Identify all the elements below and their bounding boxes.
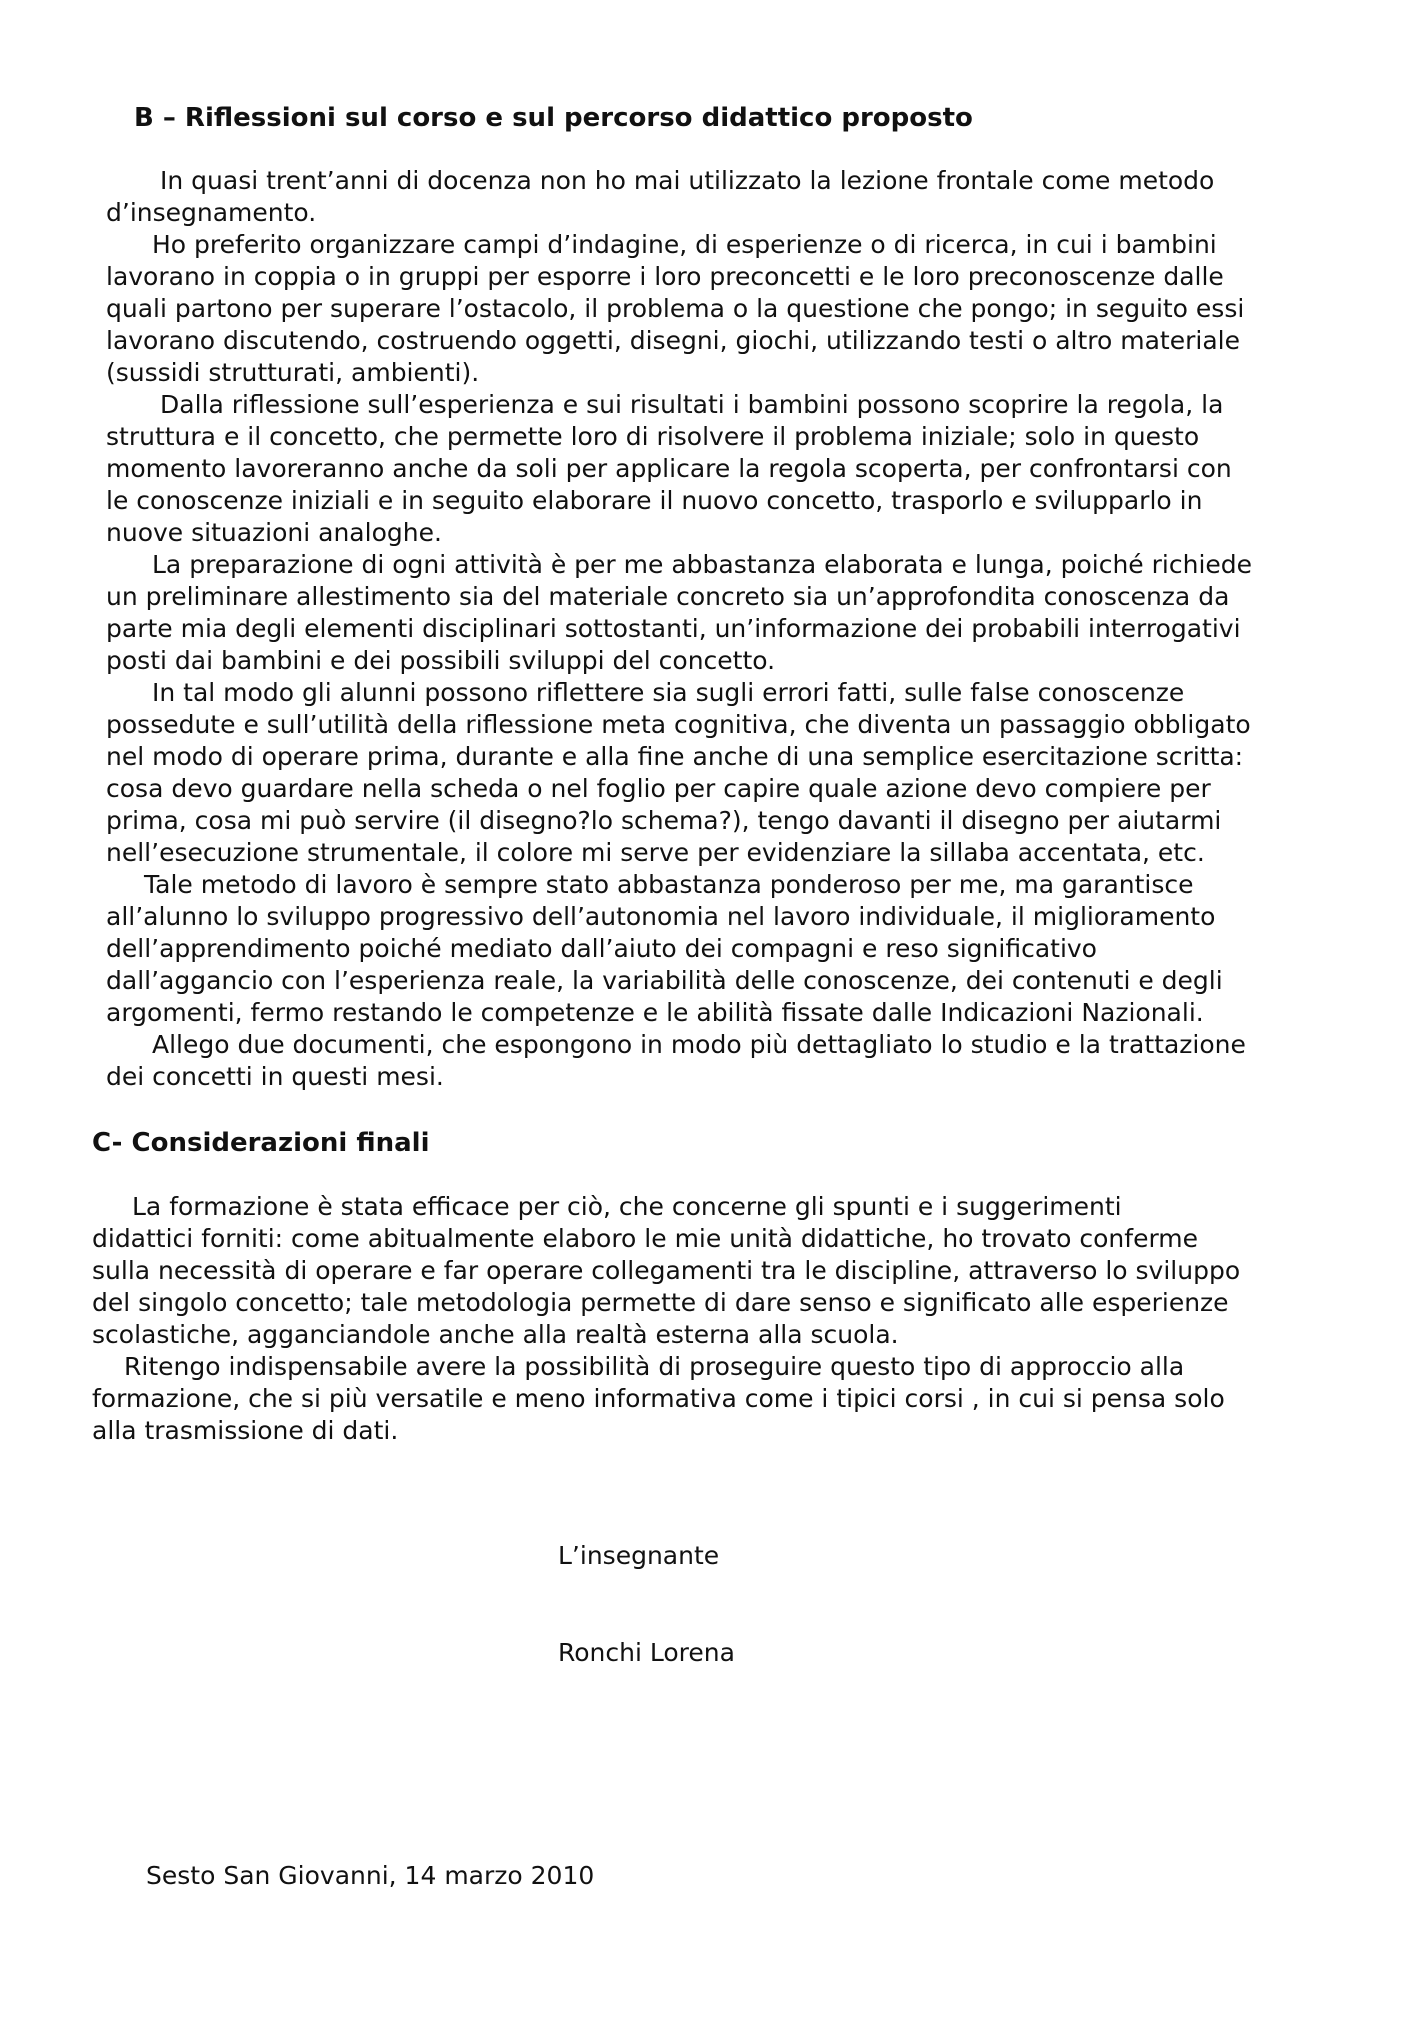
signature-role: L’insegnante	[558, 1541, 720, 1570]
paragraph-line: dei concetti in questi mesi.	[106, 1062, 444, 1091]
paragraph-line: nuove situazioni analoghe.	[106, 518, 442, 547]
paragraph-line: In tal modo gli alunni possono riflettere sia sugli errori fatti, sulle false conoscenze	[152, 678, 1185, 707]
paragraph-line: cosa devo guardare nella scheda o nel foglio per capire quale azione devo compiere per	[106, 774, 1211, 803]
paragraph-line: Allego due documenti, che espongono in modo più dettagliato lo studio e la trattazione	[152, 1030, 1246, 1059]
paragraph-line: In quasi trent’anni di docenza non ho mai utilizzato la lezione frontale come metodo	[160, 166, 1215, 195]
paragraph-line: posti dai bambini e dei possibili sviluppi del concetto.	[106, 646, 776, 675]
paragraph-line: La preparazione di ogni attività è per me abbastanza elaborata e lunga, poiché richiede	[152, 550, 1253, 579]
paragraph-line: struttura e il concetto, che permette loro di risolvere il problema iniziale; solo in questo	[106, 422, 1200, 451]
paragraph-line: d’insegnamento.	[106, 198, 317, 227]
paragraph-line: possedute e sull’utilità della riflessione meta cognitiva, che diventa un passaggio obbligato	[106, 710, 1251, 739]
paragraph-line: del singolo concetto; tale metodologia permette di dare senso e significato alle esperienze	[92, 1288, 1229, 1317]
paragraph-line: argomenti, fermo restando le competenze e le abilità fissate dalle Indicazioni Nazionali.	[106, 998, 1204, 1027]
paragraph-line: dall’aggancio con l’esperienza reale, la variabilità delle conoscenze, dei contenuti e degli	[106, 966, 1223, 995]
paragraph-line: un preliminare allestimento sia del materiale concreto sia un’approfondita conoscenza da	[106, 582, 1230, 611]
paragraph-line: Ritengo indispensabile avere la possibilità di proseguire questo tipo di approccio alla	[124, 1352, 1185, 1381]
section-b-heading: B – Riflessioni sul corso e sul percorso didattico proposto	[134, 103, 973, 133]
paragraph-line: La formazione è stata efficace per ciò, che concerne gli spunti e i suggerimenti	[132, 1192, 1122, 1221]
paragraph-line: all’alunno lo sviluppo progressivo dell’autonomia nel lavoro individuale, il miglioramento	[106, 902, 1216, 931]
section-c-heading: C- Considerazioni finali	[92, 1128, 430, 1158]
paragraph-line: lavorano discutendo, costruendo oggetti, disegni, giochi, utilizzando testi o altro materiale	[106, 326, 1240, 355]
signature-name: Ronchi Lorena	[558, 1638, 735, 1667]
paragraph-line: le conoscenze iniziali e in seguito elaborare il nuovo concetto, trasporlo e svilupparlo in	[106, 486, 1203, 515]
paragraph-line: didattici forniti: come abitualmente elaboro le mie unità didattiche, ho trovato conferme	[92, 1224, 1199, 1253]
paragraph-line: parte mia degli elementi disciplinari sottostanti, un’informazione dei probabili interrogativi	[106, 614, 1241, 643]
paragraph-line: (sussidi strutturati, ambienti).	[106, 358, 480, 387]
paragraph-line: dell’apprendimento poiché mediato dall’aiuto dei compagni e reso significativo	[106, 934, 1097, 963]
paragraph-line: quali partono per superare l’ostacolo, il problema o la questione che pongo; in seguito essi	[106, 294, 1245, 323]
paragraph-line: nel modo di operare prima, durante e alla fine anche di una semplice esercitazione scritta:	[106, 742, 1244, 771]
paragraph-line: nell’esecuzione strumentale, il colore mi serve per evidenziare la sillaba accentata, etc.	[106, 838, 1205, 867]
paragraph-line: momento lavoreranno anche da soli per applicare la regola scoperta, per confrontarsi con	[106, 454, 1232, 483]
paragraph-line: Dalla riflessione sull’esperienza e sui risultati i bambini possono scoprire la regola, la	[160, 390, 1224, 419]
paragraph-line: sulla necessità di operare e far operare collegamenti tra le discipline, attraverso lo sviluppo	[92, 1256, 1241, 1285]
paragraph-line: Tale metodo di lavoro è sempre stato abbastanza ponderoso per me, ma garantisce	[144, 870, 1194, 899]
paragraph-line: lavorano in coppia o in gruppi per esporre i loro preconcetti e le loro preconoscenze dalle	[106, 262, 1224, 291]
place-date: Sesto San Giovanni, 14 marzo 2010	[146, 1861, 595, 1890]
paragraph-line: Ho preferito organizzare campi d’indagine, di esperienze o di ricerca, in cui i bambini	[152, 230, 1217, 259]
paragraph-line: scolastiche, agganciandole anche alla realtà esterna alla scuola.	[92, 1320, 899, 1349]
paragraph-line: formazione, che si più versatile e meno informativa come i tipici corsi , in cui si pensa solo	[92, 1384, 1225, 1413]
paragraph-line: alla trasmissione di dati.	[92, 1416, 399, 1445]
paragraph-line: prima, cosa mi può servire (il disegno?lo schema?), tengo davanti il disegno per aiutarmi	[106, 806, 1222, 835]
